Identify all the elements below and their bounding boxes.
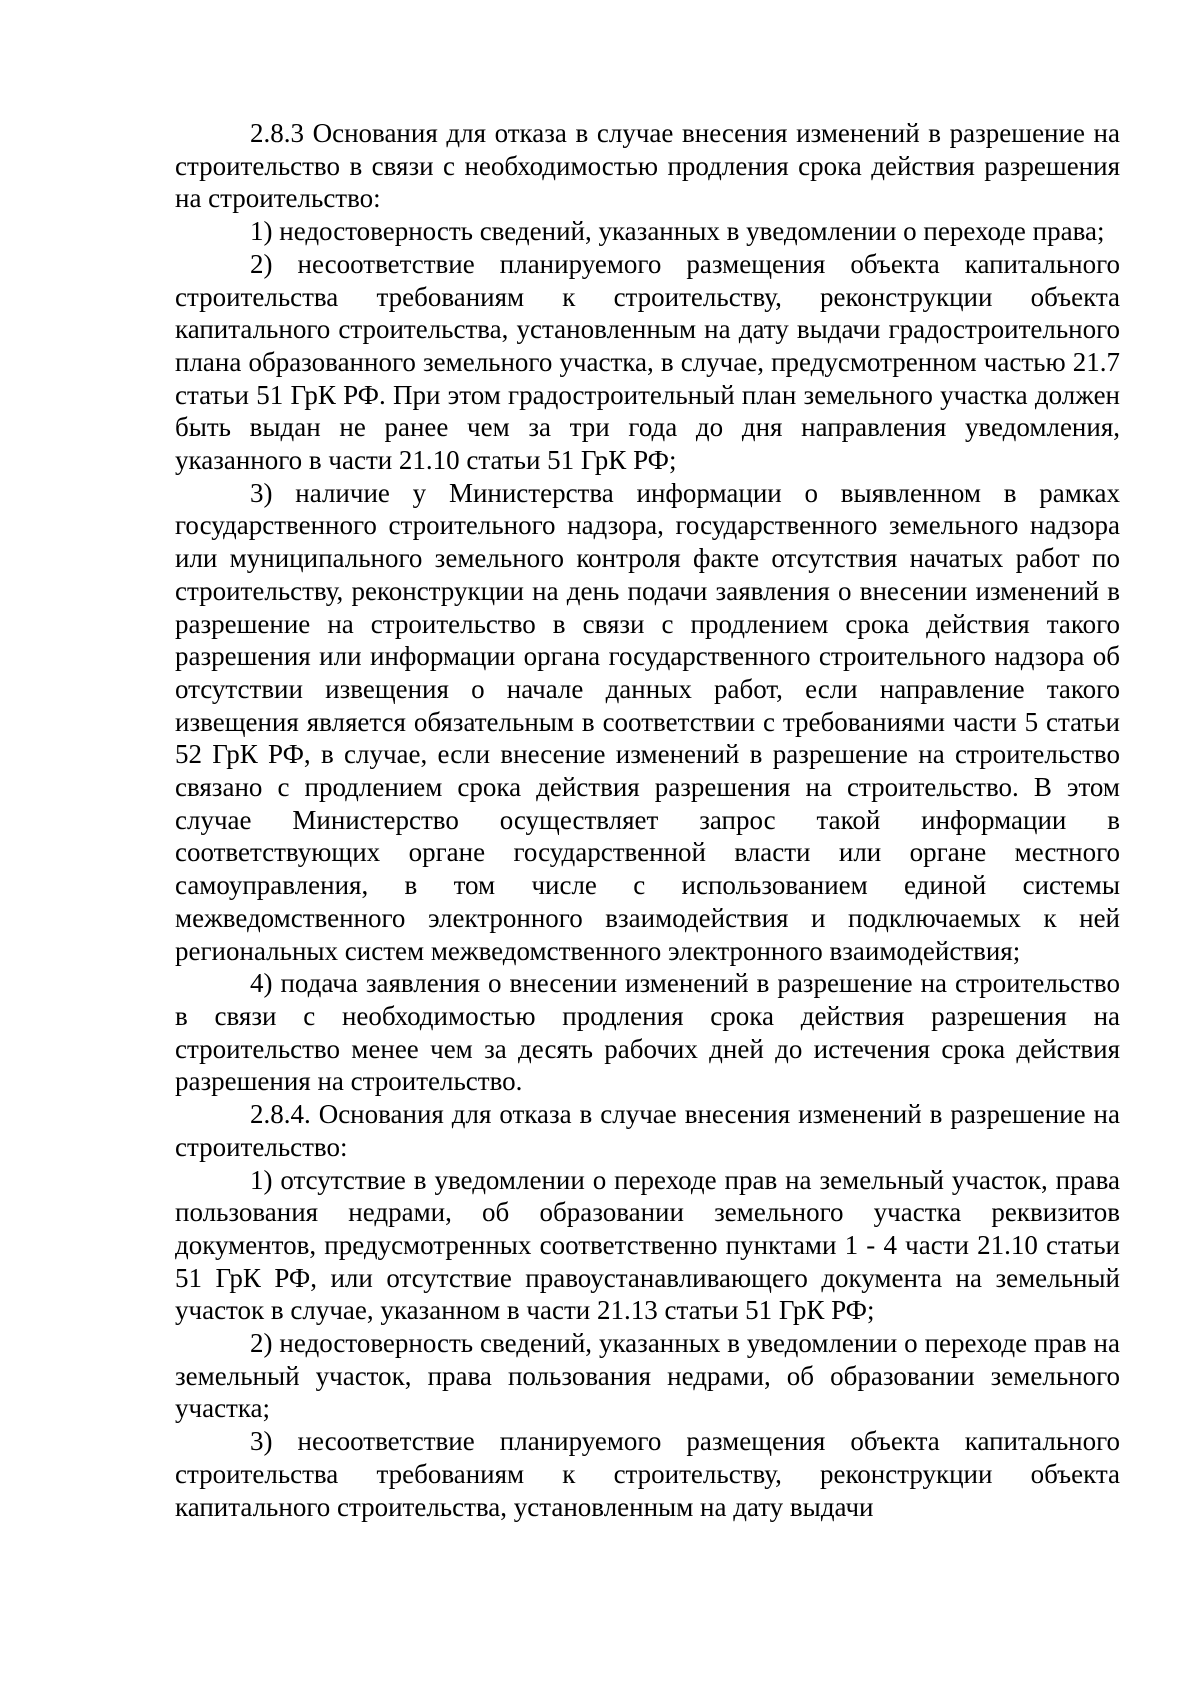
paragraph-2-8-3-heading: 2.8.3 Основания для отказа в случае внесения изменений в разрешение на строительство в связи с необходимостью продления срока действия разрешения на строительство: xyxy=(175,118,1120,214)
paragraph-2-8-3-item-2: 2) несоответствие планируемого размещения объекта капитального строительства требованиям к строительству, реконструкции объекта капитального строительства, установленным на дату выдачи градостроительного плана образованного земельного участка, в случае, предусмотренном частью 21.7 статьи 51 ГрК РФ. При этом градостроительный план земельного участка должен быть выдан не ранее чем за три года до дня направления уведомления, указанного в части 21.10 статьи 51 ГрК РФ; xyxy=(175,248,1120,476)
paragraph-2-8-4-item-3: 3) несоответствие планируемого размещения объекта капитального строительства требованиям к строительству, реконструкции объекта капитального строительства, установленным на дату выдачи xyxy=(175,1426,1120,1522)
paragraph-2-8-3-item-4: 4) подача заявления о внесении изменений в разрешение на строительство в связи с необходимостью продления срока действия разрешения на строительство менее чем за десять рабочих дней до истечения срока действия разрешения на строительство. xyxy=(175,968,1120,1097)
paragraph-2-8-4-item-2: 2) недостоверность сведений, указанных в уведомлении о переходе прав на земельный участок, права пользования недрами, об образовании земельного участка; xyxy=(175,1328,1120,1424)
paragraph-2-8-4-item-1: 1) отсутствие в уведомлении о переходе прав на земельный участок, права пользования недрами, об образовании земельного участка реквизитов документов, предусмотренных соответственно пунктами 1 - 4 части 21.10 статьи 51 ГрК РФ, или отсутствие правоустанавливающего документа на земельный участок в случае, указанном в части 21.13 статьи 51 ГрК РФ; xyxy=(175,1164,1120,1326)
paragraph-2-8-4-heading: 2.8.4. Основания для отказа в случае внесения изменений в разрешение на строительство: xyxy=(175,1099,1120,1162)
paragraph-2-8-3-item-3: 3) наличие у Министерства информации о выявленном в рамках государственного строительного надзора, государственного земельного надзора или муниципального земельного контроля факте отсутствия начатых работ по строительству, реконструкции на день подачи заявления о внесении изменений в разрешение на строительство в связи с продлением срока действия такого разрешения или информации органа государственного строительного надзора об отсутствии извещения о начале данных работ, если направление такого извещения является обязательным в соответствии с требованиями части 5 статьи 52 ГрК РФ, в случае, если внесение изменений в разрешение на строительство связано с продлением срока действия разрешения на строительство. В этом случае Министерство осуществляет запрос такой информации в соответствующих органе государственной власти или органе местного самоуправления, в том числе с использованием единой системы межведомственного электронного взаимодействия и подключаемых к ней региональных систем межведомственного электронного взаимодействия; xyxy=(175,477,1120,966)
paragraph-2-8-3-item-1: 1) недостоверность сведений, указанных в уведомлении о переходе права; xyxy=(250,216,1105,247)
document-body xyxy=(175,117,1120,1523)
